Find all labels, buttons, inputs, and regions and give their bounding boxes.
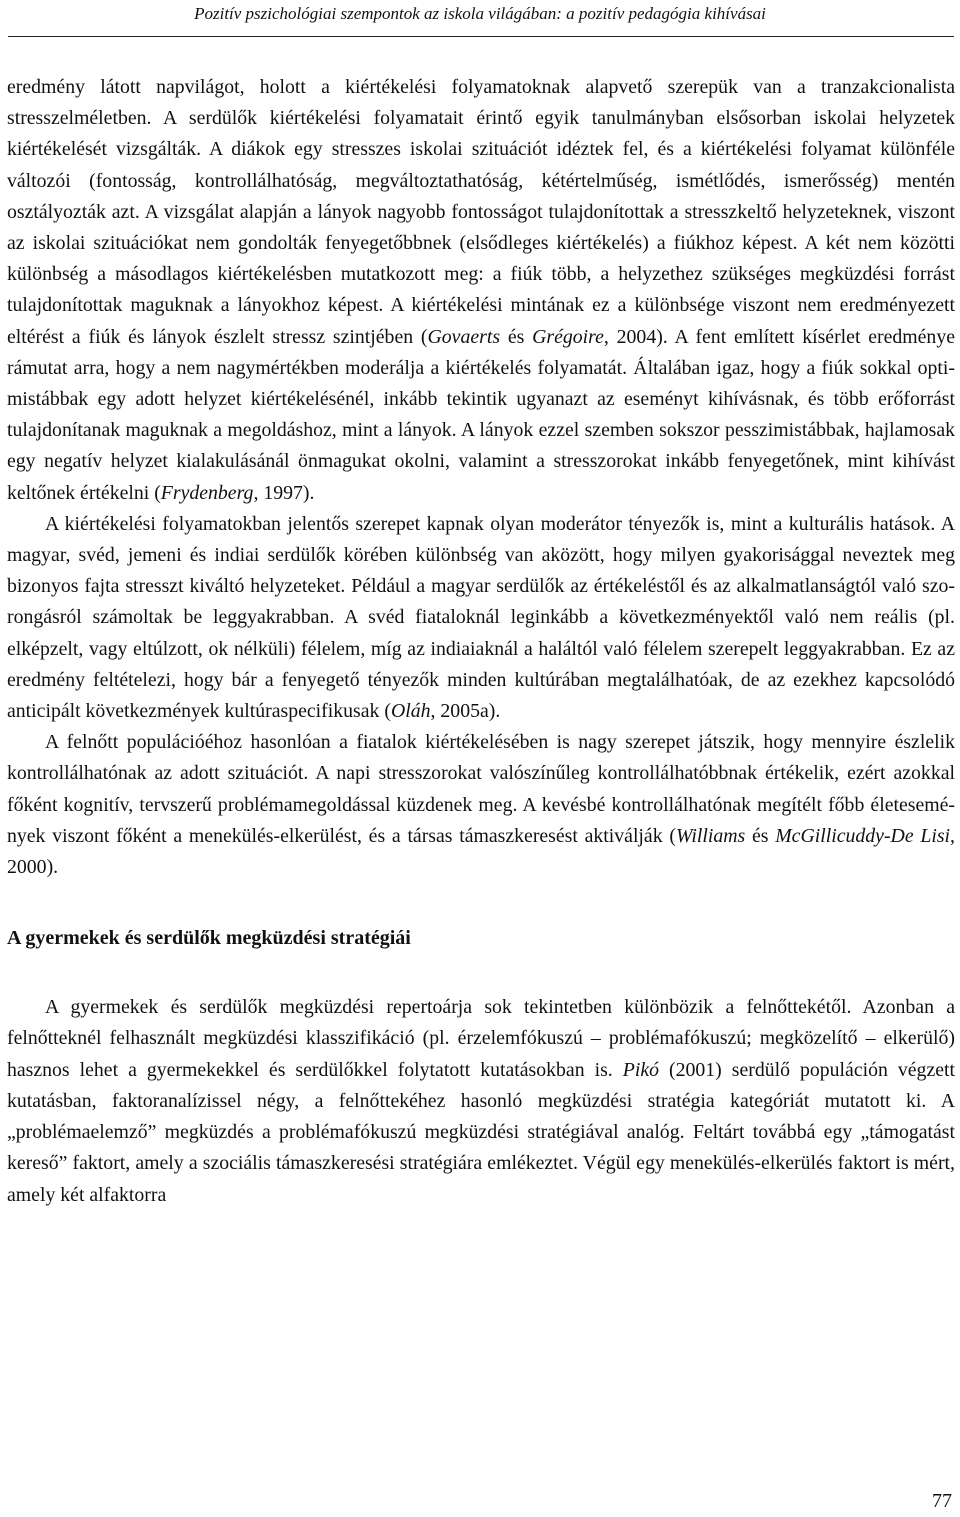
text-run: A felnőtt populációéhoz hasonlóan a fiatalok kiértékelésében is nagy szerepet játszik, hogy mennyire észlelik kontrollálhatónak az adott szituációt. A napi stresszorokat valószínűleg kontrollálhatóbbnak értékelik, ezért azokkal főként kognitív, tervszerű problémamegoldással küzdenek meg. A kevésbé kontrollálhatónak megítélt főbb életesemények viszont főként a menekülés-elkerülést, és a társas támaszkeresést aktiválják (: [7, 731, 955, 847]
citation-author: Govaerts: [427, 325, 501, 348]
text-run: , 2005a).: [430, 700, 501, 723]
text-run: eredmény látott napvilágot, holott a kiértékelési folyamatoknak alapvető szerepük van a tranzakcionalista stresszelméletben. A serdülők kiértékelési folyamatait érintő egyik tanulmányban elsősorban iskolai helyzetek kiértékelését vizsgálták. A diákok egy stresszes iskolai szituációt idéztek fel, és a kiértékelési folyamat különféle változói (fontosság, kontrollálhatóság, megváltoztathatóság, kétértelműség, ismétlődés, ismerősség) mentén osztályozták azt. A vizsgálat alapján a lányok nagyobb fontosságot tulajdonítottak a stresszkeltő helyzeteknek, viszont az iskolai szituációkat nem gondolták fenyegetőbbnek (elsődleges kiértékelés) a fiúkhoz képest. A két nem közötti különbség a másodlagos kiértékelésben mutatkozott meg: a fiúk több, a helyzethez szükséges megküzdési forrást tulajdonítottak maguknak a lányokhoz képest. A kiértékelési mintának ez a különbsége viszont nem eredményezett eltérést a fiúk és lányok észlelt stressz szintjében (: [7, 76, 955, 348]
citation-author: Williams: [675, 824, 746, 847]
text-run: és: [500, 325, 533, 348]
body-text: [7, 72, 955, 1211]
citation-author: Pikó: [622, 1058, 659, 1081]
page-number: 77: [932, 1490, 952, 1512]
text-run: A gyermekek és serdülők megküzdési repertoárja sok tekintetben különbözik a felnőttekétől. Azonban a felnőtteknél felhasznált megküzdési klasszifikáció (pl. érzelemfókuszú – problémafókuszú; megközelítő – elkerülő) hasznos lehet a gyermekekkel és serdülőkkel folytatott kutatásokban is.: [7, 996, 955, 1081]
citation-author: McGillicuddy-De Lisi: [775, 824, 951, 847]
text-run: (2001) serdülő populáción végzett kutatásban, faktoranalízissel négy, a felnőttekéhez hasonló megküzdési stratégia kategóriát mutatott ki. A „problémaelemző” megküzdés a problémafókuszú megküzdési stratégiával analóg. Feltárt továbbá egy „támogatást kereső” faktort, amely a szociális támaszkeresési stratégiára emlékeztet. Végül egy menekülés-elkerülés faktort is mért, amely két alfaktorra: [7, 1058, 955, 1206]
text-run: , 2000).: [7, 824, 955, 879]
citation-author: Grégoire: [532, 325, 604, 348]
citation-author: Frydenberg: [160, 481, 254, 504]
citation-author: Oláh: [390, 700, 431, 723]
text-run: A kiértékelési folyamatokban jelentős szerepet kapnak olyan moderátor tényezők is, mint a kulturális hatások. A magyar, svéd, jemeni és indiai serdülők körében különbség van aközött, hogy milyen gyakorisággal neveztek meg bizonyos fajta stresszt kiváltó helyzeteket. Például a magyar serdülők az értékeléstől és az alkalmatlanságtól való szorongásról számoltak be leggyakrabban. A svéd fiataloknál leginkább a következményektől való nem reális (pl. elképzelt, vagy eltúlzott, ok nélküli) félelem, míg az indiaiaknál a haláltól való félelem szerepelt leggyakrabban. Ez az eredmény feltételezi, hogy bár a fenyegető tényezők minden kultúrában megtalálhatóak, de az ezekhez kapcsolódó anticipált következmények kultúraspecifikusak (: [7, 512, 955, 723]
section-paragraph: [7, 992, 955, 1210]
paragraph-1: [7, 72, 955, 509]
paragraph-3: [7, 727, 955, 883]
paragraph-2: [7, 509, 955, 727]
text-run: , 2004). A fent említett kísérlet eredménye rámutat arra, hogy a nem nagymértékben moderálja a kiértékelés folyamatát. Általában igaz, hogy a fiúk sokkal optimistábbak egy adott helyzet kiértékelésénél, inkább tekintik ugyanazt az eseményt kihívásnak, és több erőforrást tulajdonítanak maguknak a megoldáshoz, mint a lányok. A lányok ezzel szemben sokszor pesszimistábbak, hajlamosak egy negatív helyzet kialakulásánál önmagukat okolni, valamint a stresszorokat inkább fenyegetőnek, mint kihívást keltőnek értékelni (: [7, 325, 955, 504]
section-heading: A gyermekek és serdülők megküzdési stratégiái: [7, 927, 411, 950]
header-rule: [8, 36, 954, 37]
text-run: , 1997).: [253, 481, 315, 504]
running-header: Pozitív pszichológiai szempontok az iskola világában: a pozitív pedagógia kihívásai: [194, 4, 766, 23]
text-run: és: [745, 824, 776, 847]
